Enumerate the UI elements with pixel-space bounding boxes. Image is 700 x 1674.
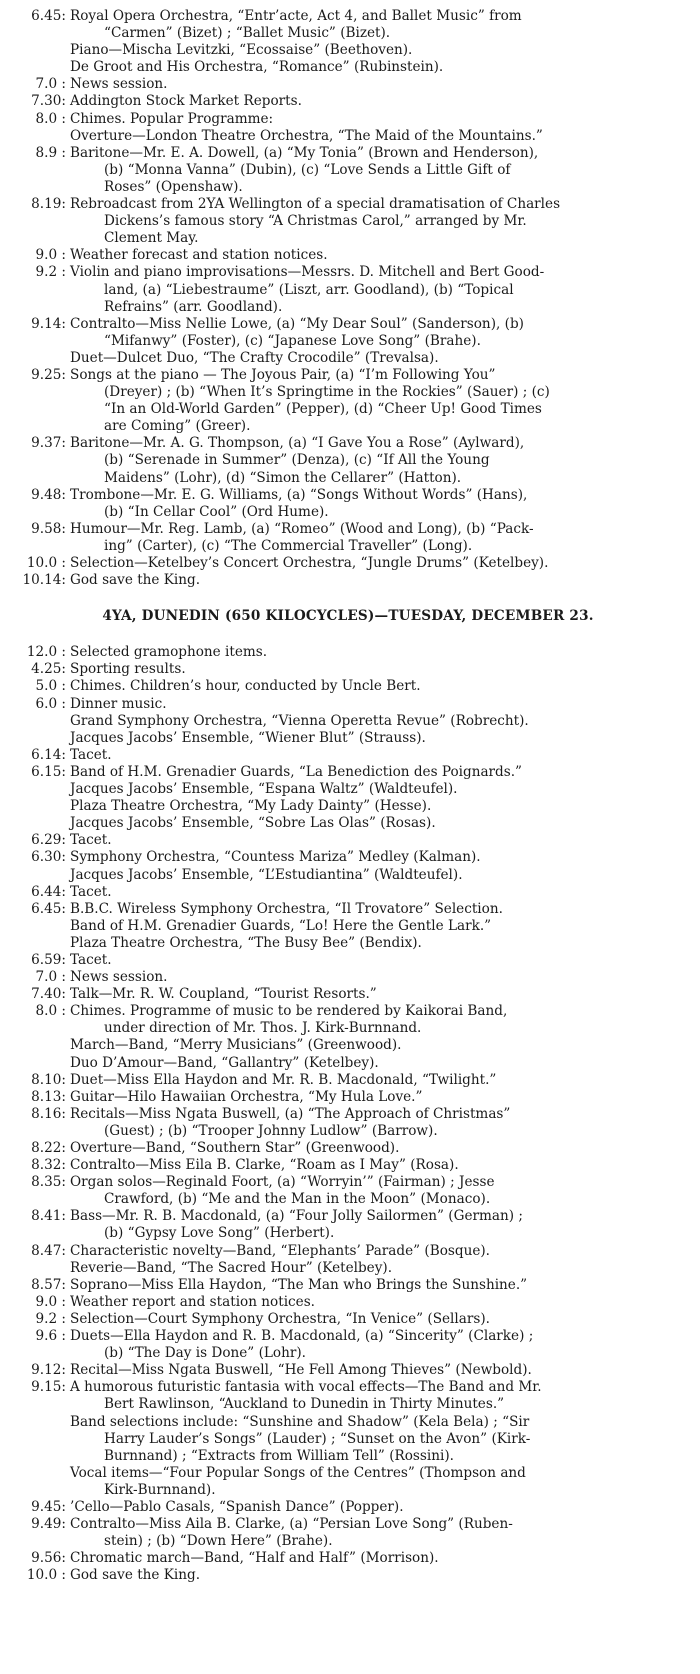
- entry-time: 6.30:: [31, 849, 66, 866]
- entry-body: [70, 1208, 690, 1242]
- entry-body: [70, 1140, 690, 1157]
- entry-body: [70, 555, 690, 572]
- entry-line: Band selections include: “Sunshine and Shadow” (Kela Bela) ; “Sir: [70, 1413, 530, 1430]
- entry-line: Plaza Theatre Orchestra, “My Lady Dainty” (Hesse).: [70, 798, 432, 815]
- entry-line: Dinner music.: [70, 695, 167, 712]
- entry-time: 8.35:: [31, 1174, 66, 1191]
- entry-line: “Carmen” (Bizet) ; “Ballet Music” (Bizet).: [104, 25, 391, 42]
- entry-line: Duets—Ella Haydon and R. B. Macdonald, (a) “Sincerity” (Clarke) ;: [70, 1328, 534, 1345]
- entry-line: Tacet.: [70, 883, 112, 900]
- entry-line: Band of H.M. Grenadier Guards, “La Benediction des Poignards.”: [70, 763, 523, 780]
- entry-line: Contralto—Miss Aila B. Clarke, (a) “Persian Love Song” (Ruben-: [70, 1516, 513, 1533]
- entry-line: News session.: [70, 76, 168, 93]
- entry-line: (b) “In Cellar Cool” (Ord Hume).: [104, 503, 329, 520]
- entry-time: 9.45:: [31, 1498, 66, 1515]
- programme-entry: [6, 572, 690, 589]
- programme-entry: [6, 849, 690, 883]
- entry-time: 6.29:: [31, 832, 66, 849]
- programme-entry: [6, 1362, 690, 1379]
- programme-entry: [6, 901, 690, 952]
- entry-body: [70, 1072, 690, 1089]
- programme-entry: [6, 1140, 690, 1157]
- entry-line: Tacet.: [70, 746, 112, 763]
- entry-body: [70, 849, 690, 883]
- entry-line: (b) “Gypsy Love Song” (Herbert).: [104, 1225, 335, 1242]
- entry-line: Burnnand) ; “Extracts from William Tell” (Rossini).: [104, 1447, 454, 1464]
- entry-line: Duet—Miss Ella Haydon and Mr. R. B. Macdonald, “Twilight.”: [70, 1071, 497, 1088]
- entry-time: 6.45:: [31, 900, 66, 917]
- entry-line: Harry Lauder’s Songs” (Lauder) ; “Sunset on the Avon” (Kirk-: [104, 1430, 531, 1447]
- programme-entry: [6, 76, 690, 93]
- entry-body: [70, 247, 690, 264]
- entry-line: Refrains” (arr. Goodland).: [104, 298, 283, 315]
- entry-time: 8.9 :: [35, 144, 66, 161]
- entry-line: stein) ; (b) “Down Here” (Brahe).: [104, 1533, 333, 1550]
- entry-time: 4.25:: [31, 661, 66, 678]
- programme-entry: [6, 1516, 690, 1550]
- entry-time: 8.22:: [31, 1140, 66, 1156]
- entry-line: Overture—Band, “Southern Star” (Greenwood).: [70, 1140, 400, 1156]
- entry-line: ing” (Carter), (c) “The Commercial Traveller” (Long).: [104, 537, 473, 554]
- programme-entry: [6, 696, 690, 747]
- entry-line: Baritone—Mr. E. A. Dowell, (a) “My Tonia” (Brown and Henderson),: [70, 144, 539, 161]
- entry-time: 9.58:: [31, 520, 66, 537]
- programme-entry: [6, 145, 690, 196]
- entry-line: Humour—Mr. Reg. Lamb, (a) “Romeo” (Wood and Long), (b) “Pack-: [70, 520, 534, 537]
- programme-entry: [6, 111, 690, 145]
- entry-time: 9.15:: [31, 1379, 66, 1396]
- entry-line: Tacet.: [70, 951, 112, 968]
- entry-line: March—Band, “Merry Musicians” (Greenwood).: [70, 1037, 402, 1054]
- entry-line: Plaza Theatre Orchestra, “The Busy Bee” (Bendix).: [70, 934, 422, 951]
- entry-time: 9.2 :: [35, 264, 66, 281]
- station-heading: 4YA, DUNEDIN (650 KILOCYCLES)—TUESDAY, DECEMBER 23.: [102, 608, 594, 625]
- entry-body: [70, 435, 690, 486]
- entry-time: 10.14:: [22, 572, 66, 589]
- programme-entry: [6, 1328, 690, 1362]
- programme-entry: [6, 435, 690, 486]
- entry-line: (Dreyer) ; (b) “When It’s Springtime in the Rockies” (Sauer) ; (c): [104, 384, 550, 401]
- entry-time: 8.13:: [31, 1088, 66, 1105]
- entry-line: Weather report and station notices.: [70, 1293, 316, 1310]
- entry-time: 9.25:: [31, 366, 66, 383]
- entry-time: 7.0 :: [35, 76, 66, 93]
- entry-body: [70, 696, 690, 747]
- entry-line: Recital—Miss Ngata Buswell, “He Fell Among Thieves” (Newbold).: [70, 1362, 532, 1379]
- entry-time: 9.12:: [31, 1362, 66, 1379]
- programme-entry: [6, 661, 690, 678]
- entry-line: Jacques Jacobs’ Ensemble, “Sobre Las Olas” (Rosas).: [70, 815, 436, 832]
- entry-body: [70, 1550, 690, 1567]
- programme-entry: [6, 264, 690, 315]
- entry-body: [70, 644, 690, 661]
- entry-time: 7.0 :: [35, 969, 66, 986]
- entry-line: Roses” (Openshaw).: [104, 178, 243, 195]
- entry-line: Grand Symphony Orchestra, “Vienna Operetta Revue” (Robrecht).: [70, 712, 529, 729]
- entry-body: [70, 1499, 690, 1516]
- entry-line: Selected gramophone items.: [70, 644, 268, 661]
- entry-line: Duo D’Amour—Band, “Gallantry” (Ketelbey).: [70, 1054, 379, 1071]
- entry-line: Jacques Jacobs’ Ensemble, “Wiener Blut” (Strauss).: [70, 729, 426, 746]
- entry-line: land, (a) “Liebestraume” (Liszt, arr. Goodland), (b) “Topical: [104, 281, 514, 298]
- entry-time: 7.40:: [31, 986, 66, 1003]
- entry-line: Piano—Mischa Levitzki, “Ecossaise” (Beethoven).: [70, 42, 413, 59]
- entry-body: [70, 1328, 690, 1362]
- entry-body: [70, 1294, 690, 1311]
- entry-body: [70, 145, 690, 196]
- entry-body: [70, 76, 690, 93]
- entry-line: De Groot and His Orchestra, “Romance” (Rubinstein).: [70, 59, 444, 76]
- entry-line: Talk—Mr. R. W. Coupland, “Tourist Resorts.”: [70, 986, 377, 1003]
- entry-body: [70, 487, 690, 521]
- entry-line: Jacques Jacobs’ Ensemble, “Espana Waltz” (Waldteufel).: [70, 781, 458, 798]
- entry-line: Royal Opera Orchestra, “Entr’acte, Act 4, and Ballet Music” from: [70, 8, 522, 24]
- programme-entry: [6, 367, 690, 435]
- entry-line: (Guest) ; (b) “Trooper Johnny Ludlow” (Barrow).: [104, 1122, 438, 1139]
- entry-time: 6.14:: [31, 746, 66, 763]
- entry-line: A humorous futuristic fantasia with vocal effects—The Band and Mr.: [70, 1379, 542, 1396]
- entry-body: [70, 8, 690, 76]
- entry-line: Chromatic march—Band, “Half and Half” (Morrison).: [70, 1550, 439, 1567]
- entry-line: Chimes. Children’s hour, conducted by Uncle Bert.: [70, 678, 421, 695]
- entry-time: 8.19:: [31, 196, 66, 213]
- programme-entry: [6, 196, 690, 247]
- entry-body: [70, 93, 690, 110]
- programme-entry: [6, 93, 690, 110]
- entry-body: [70, 1516, 690, 1550]
- entry-body: [70, 316, 690, 367]
- programme-entry: [6, 1072, 690, 1089]
- entry-line: Selection—Ketelbey’s Concert Orchestra, “Jungle Drums” (Ketelbey).: [70, 555, 549, 571]
- programme-entry: [6, 1567, 690, 1584]
- programme-entry: [6, 316, 690, 367]
- entry-time: 6.44:: [31, 883, 66, 900]
- entry-time: 6.59:: [31, 951, 66, 968]
- programme-entry: [6, 1311, 690, 1328]
- entry-line: Crawford, (b) “Me and the Man in the Moon” (Monaco).: [104, 1191, 491, 1208]
- entry-body: [70, 1003, 690, 1071]
- entry-line: Selection—Court Symphony Orchestra, “In Venice” (Sellars).: [70, 1310, 490, 1327]
- entry-time: 9.48:: [31, 486, 66, 503]
- entry-line: Chimes. Popular Programme:: [70, 110, 274, 127]
- entry-line: Tacet.: [70, 832, 112, 849]
- entry-line: (b) “The Day is Done” (Lohr).: [104, 1345, 306, 1362]
- entry-body: [70, 1157, 690, 1174]
- entry-time: 6.45:: [31, 8, 66, 24]
- programme-entry: [6, 555, 690, 572]
- entry-time: 8.57:: [31, 1276, 66, 1293]
- programme-entry: [6, 1243, 690, 1277]
- entry-time: 5.0 :: [35, 678, 66, 695]
- entry-time: 8.16:: [31, 1105, 66, 1122]
- entry-body: [70, 661, 690, 678]
- entry-line: are Coming” (Greer).: [104, 418, 251, 435]
- entry-time: 10.0 :: [26, 555, 66, 571]
- entry-line: Baritone—Mr. A. G. Thompson, (a) “I Gave You a Rose” (Aylward),: [70, 435, 525, 452]
- entry-line: Trombone—Mr. E. G. Williams, (a) “Songs Without Words” (Hans),: [70, 486, 528, 503]
- programme-entry: [6, 747, 690, 764]
- entry-body: [70, 1379, 690, 1499]
- entry-line: Dickens’s famous story “A Christmas Carol,” arranged by Mr.: [104, 213, 527, 230]
- entry-body: [70, 111, 690, 145]
- entry-line: Soprano—Miss Ella Haydon, “The Man who Brings the Sunshine.”: [70, 1276, 528, 1293]
- entry-body: [70, 884, 690, 901]
- programme-entry: [6, 1089, 690, 1106]
- entry-line: Organ solos—Reginald Foort, (a) “Worryin’” (Fairman) ; Jesse: [70, 1174, 495, 1191]
- entry-time: 8.32:: [31, 1157, 66, 1174]
- entry-line: (b) “Serenade in Summer” (Denza), (c) “If All the Young: [104, 452, 490, 469]
- entry-time: 9.6 :: [35, 1328, 66, 1345]
- programme-entry: [6, 986, 690, 1003]
- entry-line: Chimes. Programme of music to be rendered by Kaikorai Band,: [70, 1003, 508, 1020]
- entry-time: 12.0 :: [26, 644, 66, 661]
- entry-line: God save the King.: [70, 572, 201, 589]
- entry-body: [70, 521, 690, 555]
- entry-body: [70, 367, 690, 435]
- programme-entry: [6, 487, 690, 521]
- entry-body: [70, 1311, 690, 1328]
- entry-line: Jacques Jacobs’ Ensemble, “L’Estudiantina” (Waldteufel).: [70, 866, 463, 883]
- entry-time: 6.0 :: [35, 695, 66, 712]
- entry-line: Weather forecast and station notices.: [70, 247, 328, 264]
- entry-time: 8.10:: [31, 1071, 66, 1088]
- entry-body: [70, 1174, 690, 1208]
- entry-line: Band of H.M. Grenadier Guards, “Lo! Here the Gentle Lark.”: [70, 917, 492, 934]
- entry-line: Reverie—Band, “The Sacred Hour” (Ketelbey).: [70, 1259, 393, 1276]
- entry-body: [70, 264, 690, 315]
- entry-time: 9.2 :: [35, 1310, 66, 1327]
- programme-entry: [6, 8, 690, 76]
- entry-line: Overture—London Theatre Orchestra, “The Maid of the Mountains.”: [70, 127, 543, 144]
- entry-line: Contralto—Miss Nellie Lowe, (a) “My Dear Soul” (Sanderson), (b): [70, 315, 524, 332]
- entry-line: “Mifanwy” (Foster), (c) “Japanese Love Song” (Brahe).: [104, 332, 481, 349]
- entry-body: [70, 764, 690, 832]
- programme-entry: [6, 1106, 690, 1140]
- entry-line: “In an Old-World Garden” (Pepper), (d) “Cheer Up! Good Times: [104, 401, 542, 418]
- entry-line: Contralto—Miss Eila B. Clarke, “Roam as I May” (Rosa).: [70, 1157, 459, 1174]
- programme-entry: [6, 1157, 690, 1174]
- entry-body: [70, 952, 690, 969]
- entry-time: 6.15:: [31, 763, 66, 780]
- entry-time: 9.14:: [31, 315, 66, 332]
- programme-entry: [6, 952, 690, 969]
- entry-line: News session.: [70, 969, 168, 986]
- entry-line: Rebroadcast from 2YA Wellington of a special dramatisation of Charles: [70, 196, 561, 213]
- entry-line: Recitals—Miss Ngata Buswell, (a) “The Approach of Christmas”: [70, 1105, 511, 1122]
- entry-line: Guitar—Hilo Hawaiian Orchestra, “My Hula Love.”: [70, 1088, 423, 1105]
- entry-body: [70, 1567, 690, 1584]
- programme-entry: [6, 1208, 690, 1242]
- programme-entry: [6, 764, 690, 832]
- entry-line: ’Cello—Pablo Casals, “Spanish Dance” (Popper).: [70, 1498, 404, 1515]
- entry-line: Vocal items—“Four Popular Songs of the Centres” (Thompson and: [70, 1464, 526, 1481]
- entry-time: 10.0 :: [26, 1567, 66, 1584]
- entry-line: (b) “Monna Vanna” (Dubin), (c) “Love Sends a Little Gift of: [104, 161, 511, 178]
- programme-entry: [6, 1550, 690, 1567]
- entry-line: Duet—Dulcet Duo, “The Crafty Crocodile” (Trevalsa).: [70, 349, 439, 366]
- programme-entry: [6, 521, 690, 555]
- entry-line: Bert Rawlinson, “Auckland to Dunedin in Thirty Minutes.”: [104, 1396, 505, 1413]
- entry-time: 8.47:: [31, 1242, 66, 1259]
- programme-entry: [6, 884, 690, 901]
- entry-line: Songs at the piano — The Joyous Pair, (a) “I’m Following You”: [70, 366, 496, 383]
- entry-line: Bass—Mr. R. B. Macdonald, (a) “Four Jolly Sailormen” (German) ;: [70, 1208, 523, 1225]
- programme-entry: [6, 644, 690, 661]
- programme-entry: [6, 678, 690, 695]
- entry-line: Symphony Orchestra, “Countess Mariza” Medley (Kalman).: [70, 849, 481, 866]
- entry-body: [70, 901, 690, 952]
- entry-line: Maidens” (Lohr), (d) “Simon the Cellarer” (Hatton).: [104, 469, 462, 486]
- entry-body: [70, 1089, 690, 1106]
- entry-time: 8.41:: [31, 1208, 66, 1225]
- entry-body: [70, 969, 690, 986]
- entry-time: 9.49:: [31, 1516, 66, 1533]
- entry-body: [70, 1277, 690, 1294]
- programme-entry: [6, 247, 690, 264]
- entry-body: [70, 572, 690, 589]
- programme-entry: [6, 1003, 690, 1071]
- entry-time: 9.0 :: [35, 247, 66, 264]
- entry-line: God save the King.: [70, 1567, 201, 1584]
- entry-line: Clement May.: [104, 230, 199, 247]
- entry-time: 9.37:: [31, 435, 66, 452]
- programme-entry: [6, 1379, 690, 1499]
- entry-line: Kirk-Burnnand).: [104, 1481, 216, 1498]
- entry-line: B.B.C. Wireless Symphony Orchestra, “Il Trovatore” Selection.: [70, 900, 503, 917]
- entry-line: Violin and piano improvisations—Messrs. D. Mitchell and Bert Good-: [70, 264, 545, 281]
- programme-entry: [6, 1174, 690, 1208]
- entry-body: [70, 986, 690, 1003]
- entry-body: [70, 1106, 690, 1140]
- entry-line: Sporting results.: [70, 661, 186, 678]
- entry-line: under direction of Mr. Thos. J. Kirk-Burnnand.: [104, 1020, 422, 1037]
- entry-body: [70, 196, 690, 247]
- entry-body: [70, 1243, 690, 1277]
- programme-entry: [6, 832, 690, 849]
- entry-time: 9.0 :: [35, 1293, 66, 1310]
- programme-entry: [6, 1499, 690, 1516]
- programme-entry: [6, 1277, 690, 1294]
- entry-time: 7.30:: [31, 93, 66, 110]
- entry-body: [70, 747, 690, 764]
- entry-body: [70, 1362, 690, 1379]
- programme-entry: [6, 1294, 690, 1311]
- entry-time: 9.56:: [31, 1550, 66, 1567]
- entry-time: 8.0 :: [35, 1003, 66, 1020]
- programme-entry: [6, 969, 690, 986]
- entry-line: Characteristic novelty—Band, “Elephants’ Parade” (Bosque).: [70, 1242, 490, 1259]
- entry-body: [70, 678, 690, 695]
- entry-line: Addington Stock Market Reports.: [70, 93, 302, 110]
- entry-time: 8.0 :: [35, 110, 66, 127]
- entry-body: [70, 832, 690, 849]
